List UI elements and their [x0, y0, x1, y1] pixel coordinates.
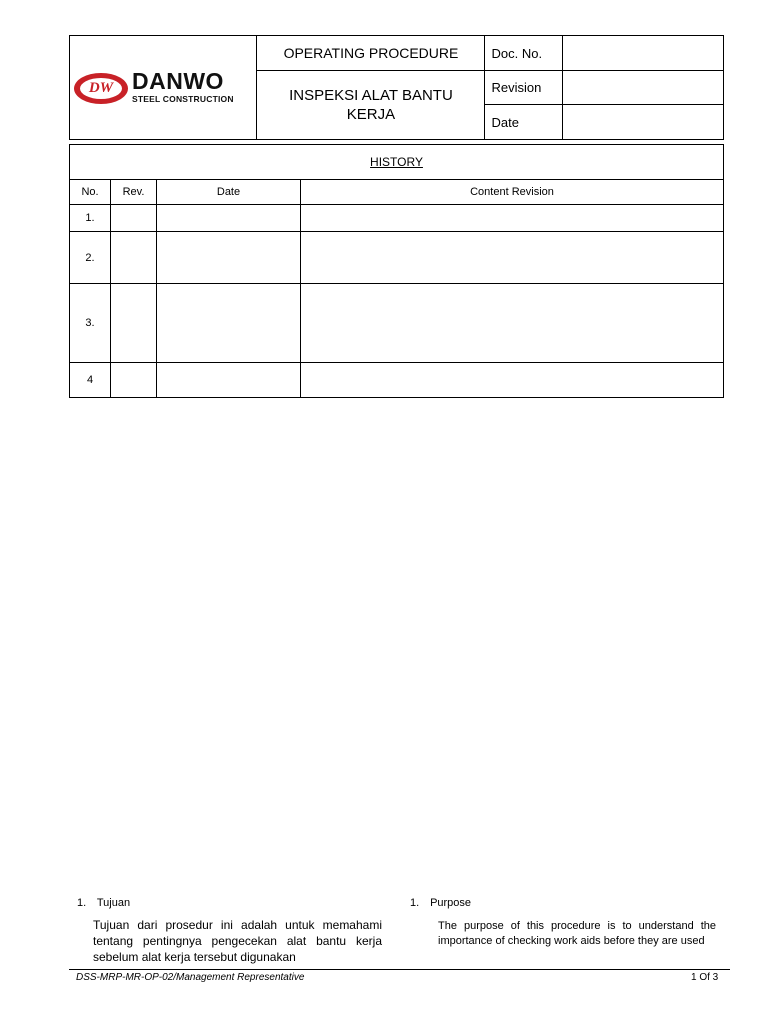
row-content [301, 363, 724, 398]
row-content [301, 205, 724, 232]
row-content [301, 232, 724, 284]
row-number: 2. [70, 232, 111, 284]
history-header-row [70, 180, 724, 205]
row-number: 4 [70, 363, 111, 398]
procedure-type-cell [257, 36, 485, 71]
column-header: Rev. [111, 180, 157, 205]
row-date [157, 232, 301, 284]
table-row [70, 363, 724, 398]
row-rev [111, 284, 157, 363]
section-number: 1. [77, 897, 87, 909]
row-rev [111, 205, 157, 232]
table-row [70, 284, 724, 363]
row-date [157, 363, 301, 398]
column-header: No. [70, 180, 111, 205]
table-row [70, 205, 724, 232]
purpose-heading [410, 897, 471, 909]
date-label: Date [485, 105, 563, 140]
logo-mark [74, 73, 128, 104]
document-header [69, 35, 724, 140]
row-date [157, 284, 301, 363]
history-title: HISTORY [70, 145, 724, 180]
section-title: Tujuan [96, 897, 131, 909]
tujuan-body: Tujuan dari prosedur ini adalah untuk memahami tentang pentingnya pengecekan alat bantu kerja sebelum alat kerja tersebut digunakan [93, 918, 382, 964]
tujuan-heading [77, 897, 130, 909]
row-rev [111, 232, 157, 284]
date-value [563, 105, 724, 140]
row-date [157, 205, 301, 232]
purpose-body: The purpose of this procedure is to understand the importance of checking work aids before they are used [438, 920, 716, 947]
row-content [301, 284, 724, 363]
procedure-type: OPERATING PROCEDURE [283, 45, 459, 61]
company-logo [74, 69, 252, 105]
document-title: INSPEKSI ALAT BANTU KERJA [289, 87, 453, 123]
row-rev [111, 363, 157, 398]
column-header: Content Revision [301, 180, 724, 205]
footer-divider [69, 969, 730, 970]
history-table [69, 144, 724, 398]
section-title: Purpose [430, 897, 472, 909]
page-number: 1 Of 3 [691, 972, 719, 983]
company-name: DANWO [132, 68, 224, 94]
row-number: 3. [70, 284, 111, 363]
revision-value [563, 71, 724, 105]
doc-no-value [563, 36, 724, 71]
table-row [70, 232, 724, 284]
company-subtitle: STEEL CONSTRUCTION [132, 94, 234, 104]
revision-label: Revision [485, 71, 563, 105]
column-header: Date [157, 180, 301, 205]
section-number: 1. [410, 897, 420, 909]
doc-no-label: Doc. No. [485, 36, 563, 71]
footer-doc-reference: DSS-MRP-MR-OP-02/Management Representative [76, 972, 305, 983]
document-title-cell [257, 71, 485, 140]
row-number: 1. [70, 205, 111, 232]
logo-cell [70, 36, 257, 140]
logo-mark-text: DW [80, 78, 122, 99]
